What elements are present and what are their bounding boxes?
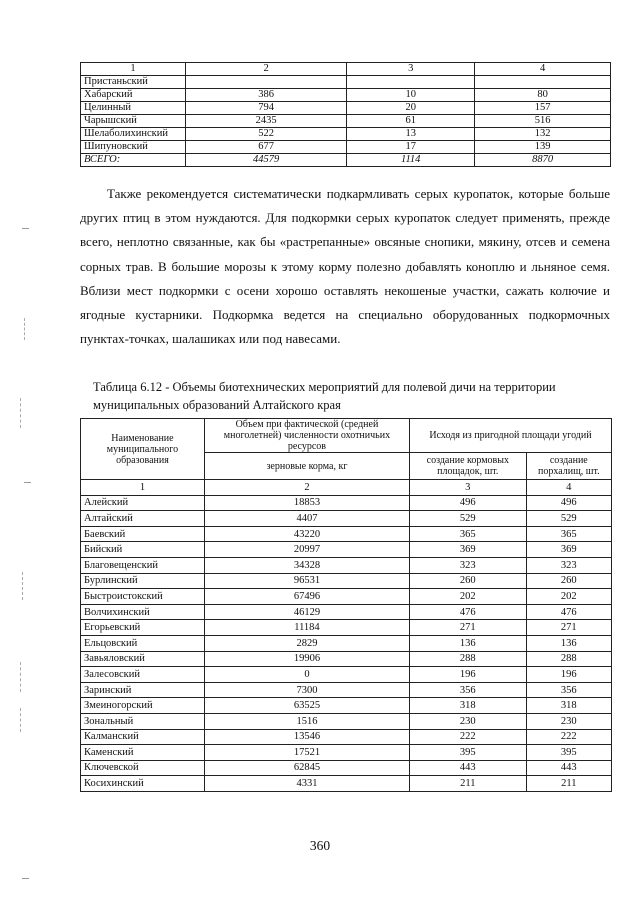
table-cell: 230 [410,713,527,729]
table-cell: Каменский [81,745,205,761]
header-col2-sub: зерновые корма, кг [204,453,409,480]
table-cell: 288 [526,651,611,667]
table-cell: 4407 [204,511,409,527]
table-cell: 1 [81,480,205,496]
table-cell: 395 [410,745,527,761]
table-row [81,573,612,589]
table-cell: 34328 [204,557,409,573]
table-cell [475,76,611,89]
table-cell: Ключевской [81,760,205,776]
table-cell: 1516 [204,713,409,729]
table-cell: 2 [204,480,409,496]
table-cell: 157 [475,102,611,115]
table-cell: ВСЕГО: [81,154,186,167]
table-cell: 3 [410,480,527,496]
table-row [81,729,612,745]
table-cell: Зональный [81,713,205,729]
continuation-table [80,62,611,167]
table-cell: 318 [410,698,527,714]
table-row [81,620,612,636]
table-cell: 356 [410,682,527,698]
table-cell: 386 [186,89,347,102]
table-cell: 1 [81,63,186,76]
table-cell: 443 [526,760,611,776]
table-cell: 323 [526,557,611,573]
table-cell: 522 [186,128,347,141]
table-row [81,604,612,620]
table-cell: Змеиногорский [81,698,205,714]
table-cell: Баевский [81,526,205,542]
table-caption [93,378,613,414]
table-cell: 260 [526,573,611,589]
table-cell: 17521 [204,745,409,761]
table-cell [186,76,347,89]
column-number-row [81,63,611,76]
table-row [81,141,611,154]
table-row [81,102,611,115]
table-row [81,776,612,792]
table-cell: Егорьевский [81,620,205,636]
table-row [81,698,612,714]
table-cell: 271 [410,620,527,636]
table-cell: Чарышский [81,115,186,128]
margin-mark [22,572,29,600]
table-cell: 2435 [186,115,347,128]
table-cell: 365 [410,526,527,542]
table-cell: 323 [410,557,527,573]
table-cell: 44579 [186,154,347,167]
table-cell: 96531 [204,573,409,589]
table-cell: 496 [526,495,611,511]
table-cell: 62845 [204,760,409,776]
table-cell: 67496 [204,589,409,605]
table-cell: 476 [526,604,611,620]
table-row [81,760,612,776]
table-cell: 136 [526,635,611,651]
table-cell: 132 [475,128,611,141]
table-cell: 271 [526,620,611,636]
table-cell: Заринский [81,682,205,698]
table-cell: 3 [347,63,475,76]
margin-mark [20,398,27,428]
table-cell: 11184 [204,620,409,636]
table-cell: 17 [347,141,475,154]
table-cell: 677 [186,141,347,154]
table-cell: 230 [526,713,611,729]
table-cell: 2829 [204,635,409,651]
table-cell: 2 [186,63,347,76]
table-row [81,635,612,651]
table-cell: 222 [410,729,527,745]
margin-mark [20,708,27,732]
table-cell: 496 [410,495,527,511]
page-number: 360 [309,838,331,853]
table-cell: Залесовский [81,667,205,683]
margin-mark [22,878,29,879]
table-cell: 19906 [204,651,409,667]
header-col3-sub: создание кормовых площадок, шт. [410,453,527,480]
table-cell: Благовещенский [81,557,205,573]
table-cell: Бурлинский [81,573,205,589]
table-row [81,667,612,683]
margin-mark [24,482,31,483]
total-row [81,154,611,167]
table-row [81,128,611,141]
table-cell: 211 [410,776,527,792]
table-cell: 43220 [204,526,409,542]
table-cell: 4331 [204,776,409,792]
table-cell: 20997 [204,542,409,558]
table-cell: 4 [475,63,611,76]
table-cell: 10 [347,89,475,102]
table-row [81,557,612,573]
table-cell: Ельцовский [81,635,205,651]
biotech-measures-table [80,418,612,792]
table-cell: 529 [526,511,611,527]
table-cell: 260 [410,573,527,589]
table-cell: Шипуновский [81,141,186,154]
table-row [81,89,611,102]
table-row [81,526,612,542]
table-cell: 46129 [204,604,409,620]
table-cell: 202 [410,589,527,605]
table-cell: Косихинский [81,776,205,792]
table-cell: 516 [475,115,611,128]
table-cell: 13 [347,128,475,141]
table-row [81,511,612,527]
table-cell: 222 [526,729,611,745]
table-row [81,589,612,605]
paragraph-text: Также рекомендуется систематически подкармливать серых куропаток, которые больше других птиц в этом нуждаются. Для подкормки серых куропаток следует применять, прежде всего, неплотно связанные, как бы «растрепанные» овсяные снопики, мякину, отсев и семена сорных трав. В большие морозы к этому корму полезно добавлять коноплю и льняное семя. Вблизи мест подкормки с осени хорошо оставлять некошеные участки, сажать колючие и ягодные кустарники. Подкормка ведется на специально оборудованных подкормочных пунктах-точках, шалашиках или под навесами. [80,186,610,347]
body-paragraph [80,182,610,351]
table-row [81,682,612,698]
table-cell: Алтайский [81,511,205,527]
table-cell: 196 [526,667,611,683]
table-cell: 529 [410,511,527,527]
table-cell: 136 [410,635,527,651]
table-cell: 395 [526,745,611,761]
table-row [81,495,612,511]
table-cell: 139 [475,141,611,154]
table-cell: 80 [475,89,611,102]
table-cell: Алейский [81,495,205,511]
table-cell: Целинный [81,102,186,115]
table-row [81,115,611,128]
header-name: Наименование муниципального образования [81,419,205,480]
table-cell: 369 [526,542,611,558]
table-cell: 1114 [347,154,475,167]
table-cell: 61 [347,115,475,128]
header-col4-sub: создание порхалищ, шт. [526,453,611,480]
margin-mark [20,662,27,692]
margin-mark [24,318,31,340]
table-cell: Калманский [81,729,205,745]
table-cell: Быстроистокский [81,589,205,605]
table-cell: 20 [347,102,475,115]
table-cell: 318 [526,698,611,714]
table-cell: 365 [526,526,611,542]
table-cell [347,76,475,89]
table-cell: 7300 [204,682,409,698]
header-col34-top: Исходя из пригодной площади угодий [410,419,612,453]
table-cell: 4 [526,480,611,496]
table-row [81,745,612,761]
table-cell: Шелаболихинский [81,128,186,141]
table-cell: 288 [410,651,527,667]
table-cell: Хабарский [81,89,186,102]
table-cell: 211 [526,776,611,792]
table-cell: 476 [410,604,527,620]
table-row [81,651,612,667]
table-cell: 18853 [204,495,409,511]
caption-line-1: Таблица 6.12 - Объемы биотехнических мероприятий для полевой дичи на территории [93,380,556,394]
table-cell: 443 [410,760,527,776]
table-cell: 356 [526,682,611,698]
table-row [81,713,612,729]
header-col2-top: Объем при фактической (средней многолетней) численности охотничьих ресурсов [204,419,409,453]
table-cell: Волчихинский [81,604,205,620]
table-cell: 8870 [475,154,611,167]
table-cell: 202 [526,589,611,605]
table-cell: 196 [410,667,527,683]
table-cell: Пристаньский [81,76,186,89]
table-row [81,76,611,89]
table-cell: Бийский [81,542,205,558]
table-row [81,542,612,558]
table-cell: 0 [204,667,409,683]
table-cell: 369 [410,542,527,558]
table-cell: 794 [186,102,347,115]
table-cell: 13546 [204,729,409,745]
caption-line-2: муниципальных образований Алтайского края [93,398,341,412]
column-number-row [81,480,612,496]
table-cell: 63525 [204,698,409,714]
table-cell: Завьяловский [81,651,205,667]
margin-mark [22,228,29,229]
